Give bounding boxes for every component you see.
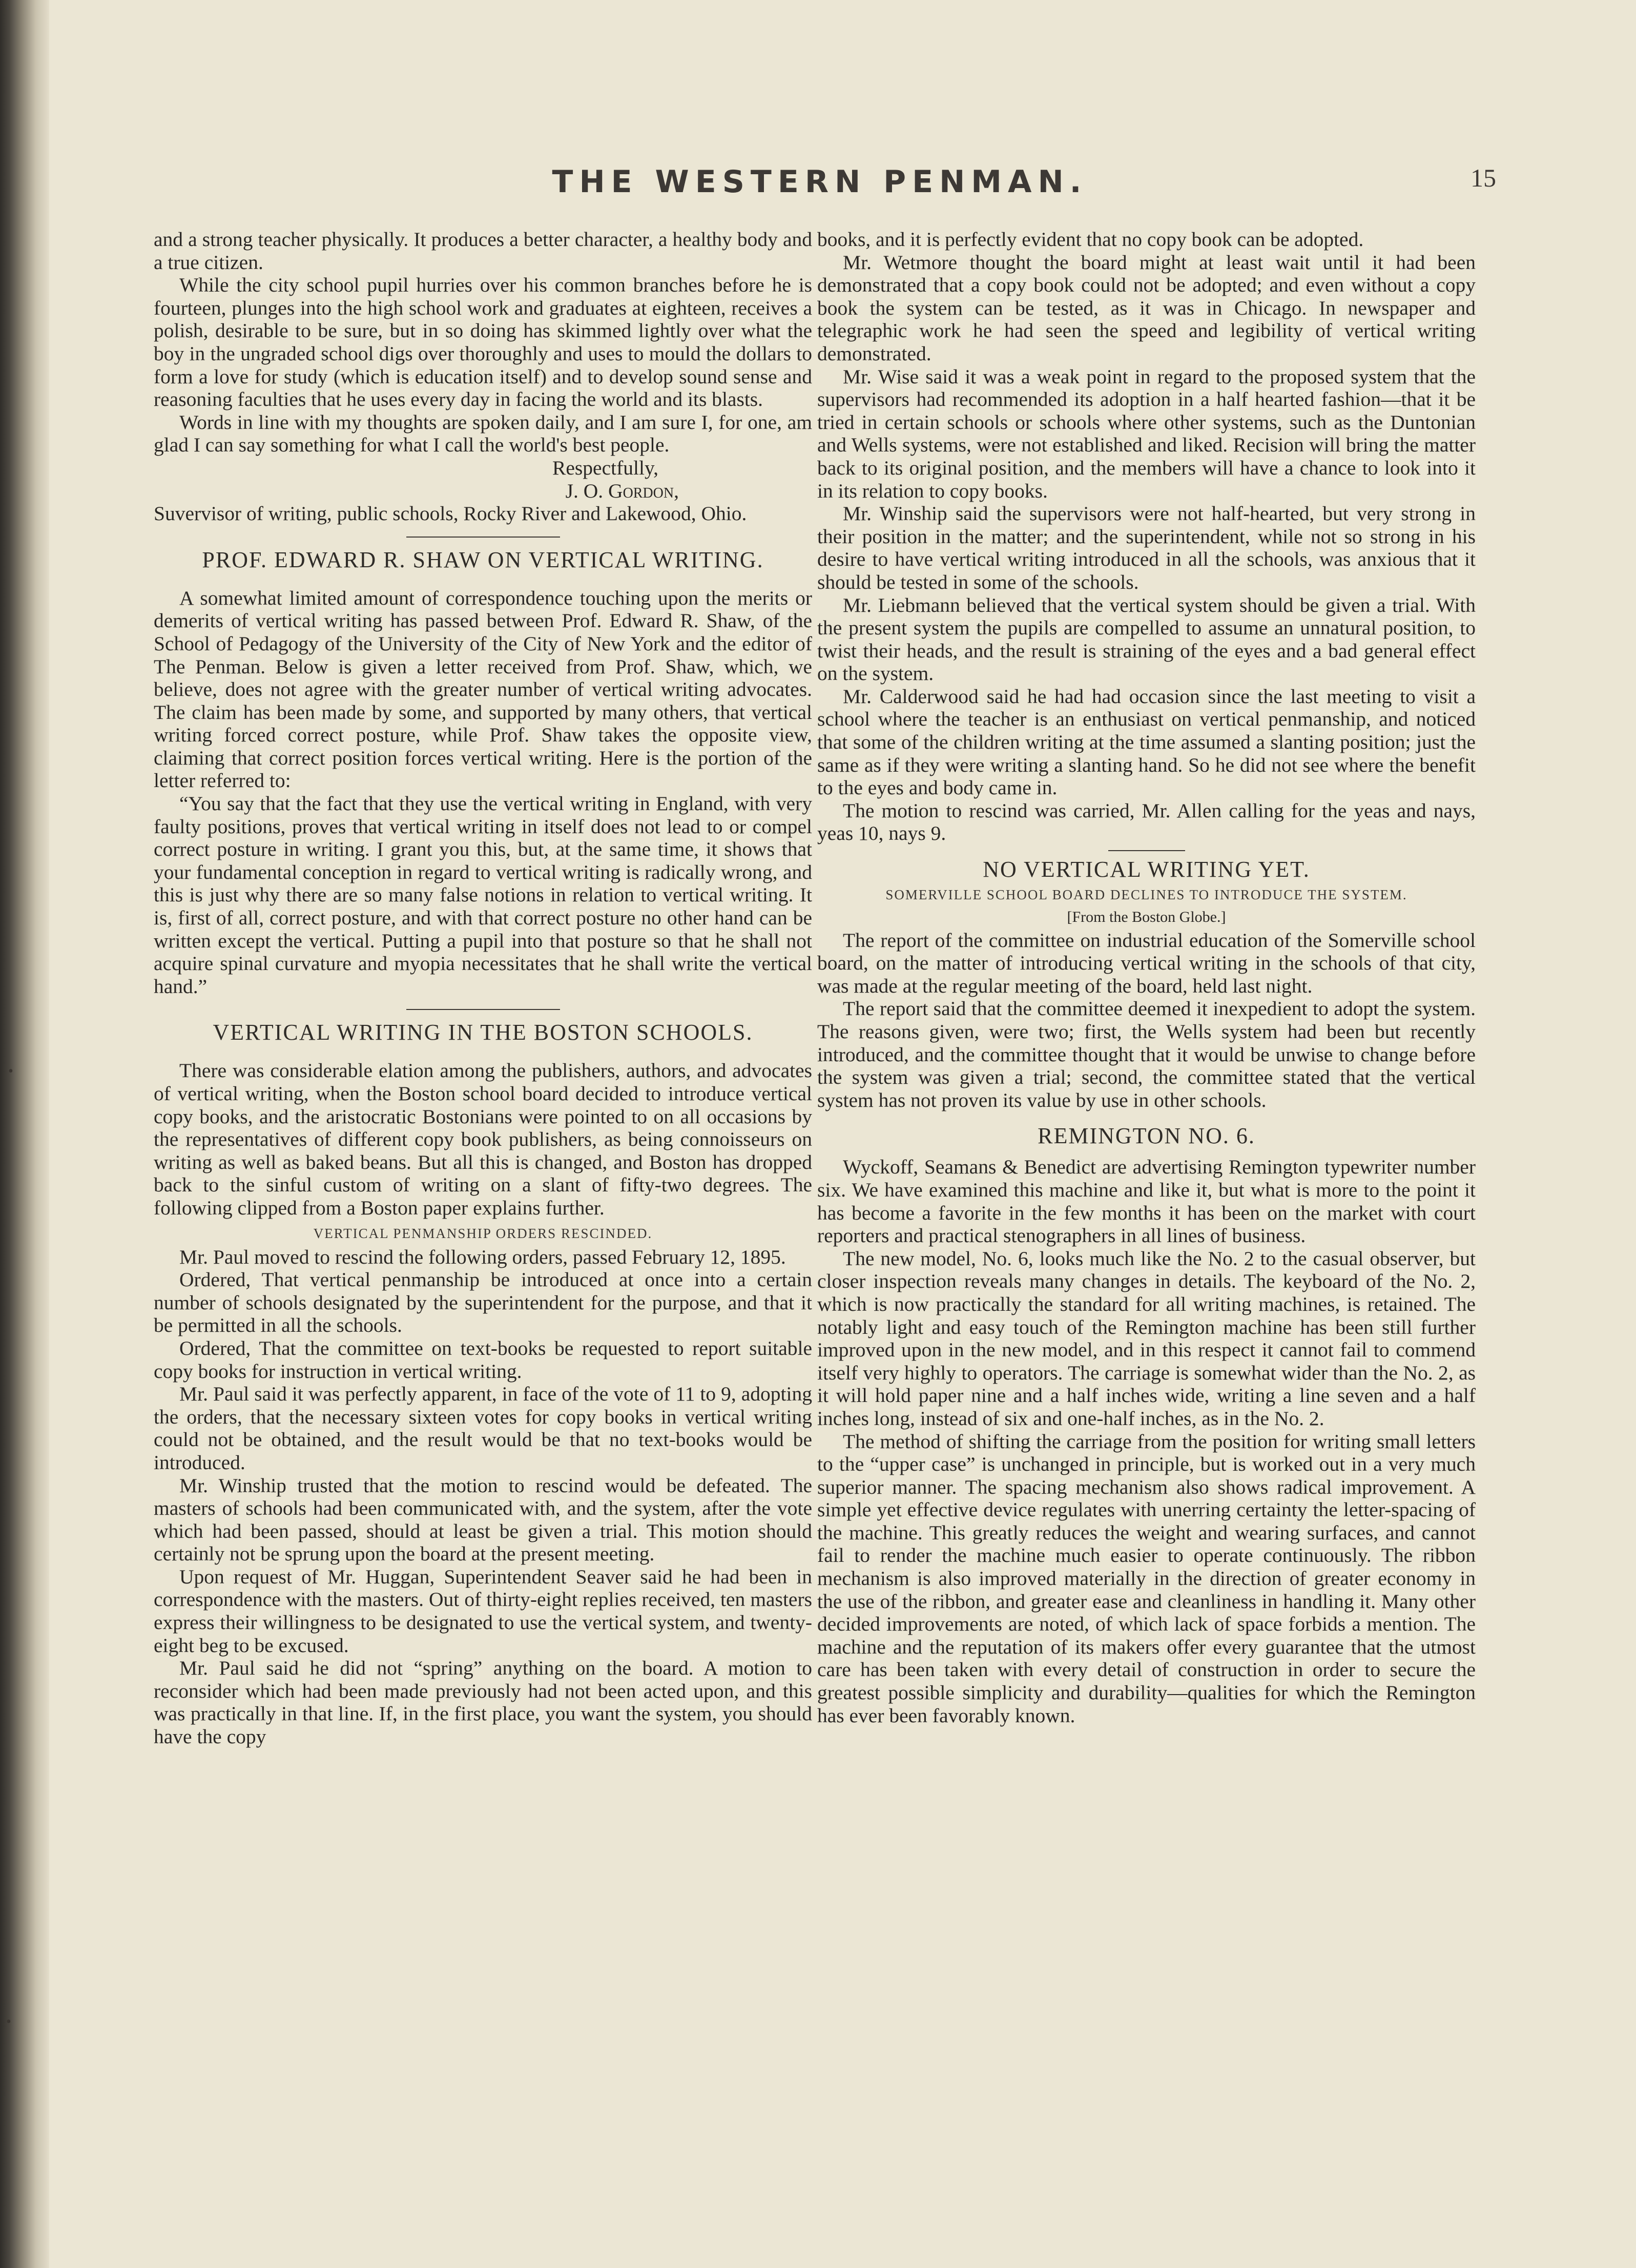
section-divider [406,537,560,538]
paragraph: books, and it is perfectly evident that no copy book can be adopted. [817,228,1364,251]
paragraph: The report said that the committee deemed it inexpedient to adopt the system. The reasons given, were two; first, the Wells system had been but recently introduced, and the committee thought that it would be unwise to change before the system was given a trial; second, the committee stated that the vertical system has not proven its value by use in other schools. [817,997,1476,1111]
paragraph: and a strong teacher physically. It produces a better character, a healthy body and a true citizen. [154,228,812,274]
left-column [154,228,812,1748]
paragraph: The report of the committee on industrial education of the Somerville school board, on the matter of introducing vertical writing in the schools of that city, was made at the regular meeting of the board, held last night. [817,929,1476,997]
paragraph: The motion to rescind was carried, Mr. Allen calling for the yeas and nays, yeas 10, nays 9. [817,799,1476,845]
running-head: THE WESTERN PENMAN. [552,164,1088,200]
paragraph: Ordered, That the committee on text-books be requested to report suitable copy books for instruction in vertical writing. [154,1336,812,1383]
section-divider [406,1009,560,1010]
paragraph: Upon request of Mr. Huggan, Superintendent Seaver said he had been in correspondence with the masters. Out of thirty-eight replies received, ten masters express their willingness to be designated to use the vertical system, and twenty-eight beg to be excused. [154,1565,812,1657]
source-line: [From the Boston Globe.] [1067,909,1226,926]
page-number: 15 [1471,163,1496,192]
paragraph: Mr. Winship said the supervisors were not half-hearted, but very strong in their position in the matter; and the superintendent, while not so strong in his desire to have vertical writing introduced in all the schools, was anxious that it should be tested in some of the schools. [817,502,1476,593]
paragraph: Mr. Paul said he did not “spring” anything on the board. A motion to reconsider which had been made previously had not been acted upon, and this was practically in that line. If, in the first place, you want the system, you should have the copy [154,1657,812,1748]
margin-mark: • [6,2014,11,2030]
binding-gutter [0,0,49,2268]
paragraph: A somewhat limited amount of correspondence touching upon the merits or demerits of vertical writing has passed between Prof. Edward R. Shaw, of the School of Pedagogy of the University of the City of New York and the editor of The Penman. Below is given a letter received from Prof. Shaw, which, we believe, does not agree with the greater number of vertical writing advocates. The claim has been made by some, and supported by many others, that vertical writing forced correct posture, while Prof. Shaw takes the opposite view, claiming that correct position forces vertical writing. Here is the portion of the letter referred to: [154,586,812,792]
paragraph: “You say that the fact that they use the vertical writing in England, with very faulty positions, proves that vertical writing in itself does not lead to or compel correct posture in writing. I grant you this, but, at the same time, it shows that your fundamental conception in regard to vertical writing is radically wrong, and this is just why there are so many false notions in relation to vertical writing. It is, first of all, correct posture, and with that correct posture no other hand can be written except the vertical. Putting a pupil into that posture so that he shall not acquire spinal curvature and myopia necessitates that he shall write the vertical hand.” [154,792,812,998]
paragraph: The new model, No. 6, looks much like the No. 2 to the casual observer, but closer inspection reveals many changes in details. The keyboard of the No. 2, which is now practically the standard for all writing machines, is retained. The notably light and easy touch of the Remington machine has been still further improved upon in the new model, and in this respect it cannot fail to commend itself very highly to operators. The carriage is somewhat wider than the No. 2, as it will hold paper nine and a half inches wide, writing a line seven and a half inches long, instead of six and one-half inches, as in the No. 2. [817,1247,1476,1430]
sub-heading: VERTICAL PENMANSHIP ORDERS RESCINDED. [313,1225,653,1241]
margin-mark: • [8,1063,13,1079]
paragraph: Mr. Calderwood said he had had occasion since the last meeting to visit a school where the teacher is an enthusiast on vertical penmanship, and noticed that some of the children writing at the time assumed a slanting position; just the same as if they were writing a slanting hand. So he did not see where the benefit to the eyes and body came in. [817,685,1476,799]
paragraph: Mr. Paul said it was perfectly apparent, in face of the vote of 11 to 9, adopting the orders, that the necessary sixteen votes for copy books in vertical writing could not be obtained, and the result would be that no text-books would be introduced. [154,1383,812,1474]
paragraph: The method of shifting the carriage from the position for writing small letters to the “upper case” is unchanged in principle, but is worked out in a very much superior manner. The spacing mechanism also shows radical improvement. A simple yet effective device regulates with unerring certainty the letter-spacing of the machine. This greatly reduces the weight and wearing surfaces, and cannot fail to render the machine much easier to operate continuously. The ribbon mechanism is also improved materially in the direction of greater economy in the use of the ribbon, and greater ease and cleanliness in handling it. Many other decided improvements are noted, of which lack of space forbids a mention. The machine and the reputation of its makers offer every guarantee that the utmost care has been taken with every detail of construction in order to secure the greatest possible simplicity and durability—qualities for which the Remington has ever been favorably known. [817,1430,1476,1727]
paragraph: Mr. Liebmann believed that the vertical system should be given a trial. With the present system the pupils are compelled to assume an unnatural position, to twist their heads, and the result is straining of the eyes and a bad general effect on the system. [817,593,1476,685]
signature-title: Suvervisor of writing, public schools, Rocky River and Lakewood, Ohio. [154,502,747,525]
sub-heading: SOMERVILLE SCHOOL BOARD DECLINES TO INTRODUCE THE SYSTEM. [885,887,1407,903]
article-heading: VERTICAL WRITING IN THE BOSTON SCHOOLS. [213,1020,753,1045]
signature-closing: Respectfully, [552,456,658,479]
paragraph: Mr. Wetmore thought the board might at least wait until it had been demonstrated that a copy book could not be adopted; and even without a copy book the system can be tested, as it was in Chicago. In newspaper and telegraphic work he had seen the speed and legibility of vertical writing demonstrated. [817,251,1476,365]
paragraph: Wyckoff, Seamans & Benedict are advertising Remington typewriter number six. We have examined this machine and like it, but what is more to the point it has become a favorite in the few months it has been on the market with court reporters and practical stenographers in all lines of business. [817,1156,1476,1247]
paragraph: Mr. Wise said it was a weak point in regard to the proposed system that the supervisors had recommended its adoption in a half hearted fashion—that it be tried in certain schools or schools where other systems, such as the Duntonian and Wells systems, were not established and liked. Recision will bring the matter back to its original position, and the members will have a chance to look into it in its relation to copy books. [817,365,1476,502]
right-column [817,228,1476,1727]
paragraph: Words in line with my thoughts are spoken daily, and I am sure I, for one, am glad I can say something for what I call the world's best people. [154,410,812,457]
signature-name: J. O. Gordon, [565,479,679,502]
paragraph: There was considerable elation among the publishers, authors, and advocates of vertical writing, when the Boston school board decided to introduce vertical copy books, and the aristocratic Bostonians were pointed to on all occasions by the representatives of different copy book publishers, as being connoisseurs on writing as well as baked beans. But all this is changed, and Boston has dropped back to the sinful custom of writing on a slant of fifty-two degrees. The following clipped from a Boston paper explains further. [154,1059,812,1219]
article-heading: NO VERTICAL WRITING YET. [983,857,1310,882]
article-heading: PROF. EDWARD R. SHAW ON VERTICAL WRITING. [202,547,764,572]
paragraph: While the city school pupil hurries over his common branches before he is fourteen, plunges into the high school work and graduates at eighteen, receives a polish, desirable to be sure, but in so doing has skimmed lightly over what the boy in the ungraded school digs over thoroughly and uses to mould the dollars to form a love for study (which is education itself) and to develop sound sense and reasoning faculties that he uses every day in facing the world and its blasts. [154,274,812,411]
article-heading: REMINGTON NO. 6. [1038,1123,1255,1149]
section-divider [1108,850,1185,851]
paragraph: Mr. Paul moved to rescind the following orders, passed February 12, 1895. [179,1245,786,1268]
paragraph: Ordered, That vertical penmanship be introduced at once into a certain number of schools designated by the superintendent for the purpose, and that it be permitted in all the schools. [154,1268,812,1337]
paragraph: Mr. Winship trusted that the motion to rescind would be defeated. The masters of schools had been communicated with, and the system, after the vote which had been passed, should at least be given a trial. This motion should certainly not be sprung upon the board at the present meeting. [154,1474,812,1565]
